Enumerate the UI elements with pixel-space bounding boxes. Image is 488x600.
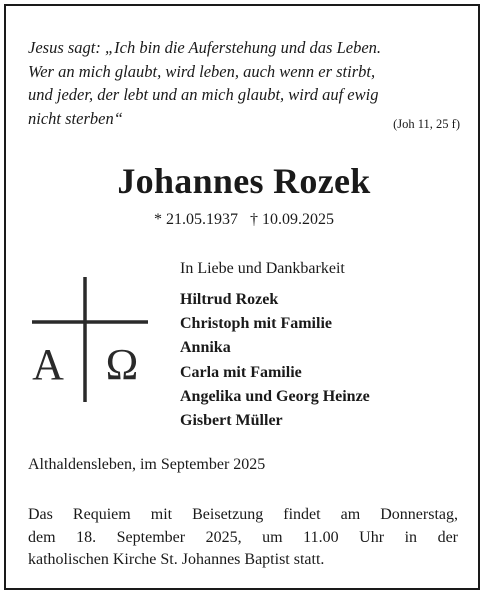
- mourners-list: [180, 288, 370, 433]
- deceased-name: Johannes Rozek: [117, 161, 371, 201]
- omega-letter: Ω: [105, 340, 139, 389]
- mourner-name: Carla mit Familie: [180, 363, 302, 381]
- mourner-name: Hiltrud Rozek: [180, 291, 279, 308]
- place-and-date: Althaldensleben, im September 2025: [28, 456, 266, 473]
- life-dates: * 21.05.1937 † 10.09.2025: [154, 211, 334, 228]
- requiem-notice: [28, 504, 458, 572]
- bible-quote: [28, 36, 448, 130]
- requiem-line: dem 18. September 2025, um 11.00 Uhr in der: [28, 528, 458, 546]
- requiem-line: Das Requiem mit Beisetzung findet am Donnerstag,: [28, 506, 458, 523]
- quote-line: Wer an mich glaubt, wird leben, auch wenn er stirbt,: [28, 61, 376, 81]
- mourner-name: Annika: [180, 339, 231, 357]
- quote-line: und jeder, der lebt und an mich glaubt, wird auf ewig: [28, 85, 379, 104]
- quote-line: nicht sterben“: [28, 108, 123, 128]
- mourners-intro: In Liebe und Dankbarkeit: [180, 260, 345, 277]
- quote-line: Jesus sagt: „Ich bin die Auferstehung und das Leben.: [28, 38, 382, 57]
- cross-alpha-omega-icon: [30, 277, 150, 407]
- mourner-name: Christoph mit Familie: [180, 315, 332, 333]
- bible-reference: (Joh 11, 25 f): [393, 117, 460, 131]
- mourner-name: Gisbert Müller: [180, 412, 283, 430]
- requiem-line: katholischen Kirche St. Johannes Baptist statt.: [28, 551, 325, 568]
- mourner-name: Angelika und Georg Heinze: [180, 387, 370, 405]
- alpha-letter: A: [32, 340, 64, 389]
